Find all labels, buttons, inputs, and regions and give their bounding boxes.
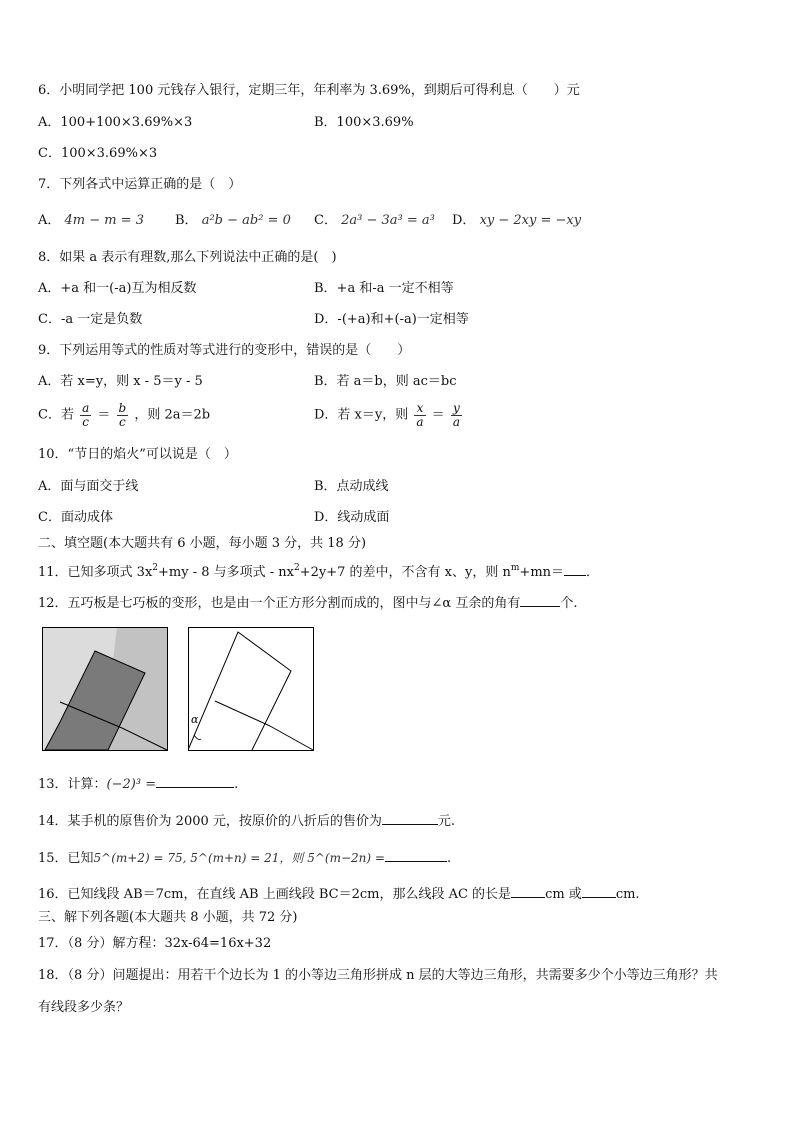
- q6-stem: 6．小明同学把 100 元钱存入银行，定期三年，年利率为 3.69%，到期后可得利息（ ）元: [38, 83, 580, 98]
- q13: [38, 774, 238, 794]
- q16-pre: 16．已知线段 AB＝7cm，在直线 AB 上画线段 BC＝2cm，那么线段 AC 的长是: [38, 887, 512, 902]
- q7-c-label: C．: [314, 213, 337, 228]
- q9-d-fraction-2: [451, 402, 462, 429]
- q9-d-pre: D．若 x＝y，则: [314, 407, 409, 423]
- alpha-angle-label: α: [191, 713, 199, 726]
- q9-option-b: B．若 a＝b，则 ac＝bc: [314, 374, 457, 389]
- q11-post: +mn＝: [519, 565, 565, 580]
- q11-end: ．: [586, 565, 600, 580]
- q11-pre: 11．已知多项式 3x: [38, 565, 153, 580]
- q12: [38, 593, 578, 613]
- q8-option-d: D．-(+a)和+(-a)一定相等: [314, 312, 469, 327]
- q17: 17．（8 分）解方程：32x-64=16x+32: [38, 936, 272, 951]
- q9-c-post: ，则 2a＝2b: [134, 407, 211, 423]
- q7-a-label: A．: [38, 213, 61, 228]
- q13-pre: 13．计算：: [38, 777, 107, 792]
- q13-post: .: [234, 777, 239, 792]
- q11-answer-blank[interactable]: [564, 562, 586, 576]
- section-3-heading: 三、解下列各题(本大题共 8 小题，共 72 分): [38, 910, 298, 925]
- q15-pre: 15．已知: [38, 851, 94, 866]
- q7-option-c: [314, 212, 435, 230]
- q9-c-frac2-denominator: c: [119, 415, 126, 429]
- q18-line-1: 18．（8 分）问题提出：用若干个边长为 1 的小等边三角形拼成 n 层的大等边三角形，共需要多少个小等边三角形？共: [38, 968, 718, 983]
- q12-answer-blank[interactable]: [520, 593, 560, 607]
- q7-b-expr: a²b − ab² = 0: [201, 213, 291, 228]
- q10-option-c: C．面动成体: [38, 510, 113, 525]
- q7-a-expr: 4m − m = 3: [64, 213, 145, 228]
- q9-option-c: [38, 402, 210, 429]
- q7-option-b: [175, 212, 291, 230]
- q7-stem: 7．下列各式中运算正确的是（ ）: [38, 177, 242, 192]
- q14-answer-blank[interactable]: [382, 811, 438, 825]
- q12-post: 个.: [560, 596, 578, 611]
- q7-c-expr: 2a³ − 3a³ = a³: [341, 213, 435, 228]
- q15-post: .: [446, 851, 452, 866]
- q18-line-2: 有线段多少条？: [38, 1000, 130, 1015]
- q14-post: 元.: [437, 814, 456, 829]
- q7-b-label: B．: [175, 213, 198, 228]
- q9-c-frac1-denominator: c: [82, 415, 90, 429]
- q7-option-a: [38, 212, 144, 230]
- q11-sup3: m: [510, 563, 520, 573]
- q14: [38, 811, 455, 831]
- q9-d-frac1-denominator: a: [416, 415, 424, 429]
- q10-option-b: B．点动成线: [314, 479, 389, 494]
- q8-option-a: A．+a 和一(-a)互为相反数: [38, 281, 197, 296]
- q15-answer-blank[interactable]: [385, 848, 447, 862]
- section-2-heading: 二、填空题(本大题共有 6 小题，每小题 3 分，共 18 分): [38, 536, 367, 551]
- q9-c-fraction-2: [117, 402, 129, 429]
- q10-stem: 10．“节日的焰火”可以说是（ ）: [38, 447, 237, 462]
- q16-mid: cm 或: [545, 887, 582, 902]
- q7-d-expr: xy − 2xy = −xy: [479, 213, 582, 228]
- q9-option-d: [314, 402, 464, 429]
- q16-answer-blank-1[interactable]: [511, 884, 545, 898]
- q8-stem: 8．如果 a 表示有理数,那么下列说法中正确的是( ): [38, 250, 337, 265]
- q15: [38, 848, 451, 868]
- q6-option-c: C．100×3.69%×3: [38, 146, 158, 161]
- q9-stem: 9．下列运用等式的性质对等式进行的变形中，错误的是（ ）: [38, 343, 411, 358]
- q9-c-fraction-1: [80, 402, 91, 429]
- q11-mid2: +2y+7 的差中，不含有 x、y，则 n: [299, 565, 511, 580]
- q9-d-fraction-1: [414, 402, 425, 429]
- q8-option-b: B．+a 和-a 一定不相等: [314, 281, 454, 296]
- q12-figure-right: [188, 627, 314, 751]
- q6-option-a: A．100+100×3.69%×3: [38, 115, 193, 130]
- q16-post: cm.: [615, 887, 640, 902]
- q9-c-equals: ＝: [97, 407, 111, 423]
- q9-c-pre: C．若: [38, 407, 74, 423]
- q9-c-frac2-numerator: b: [118, 401, 127, 415]
- q8-option-c: C．-a 一定是负数: [38, 312, 143, 327]
- q11: [38, 562, 599, 582]
- q14-pre: 14．某手机的原售价为 2000 元，按原价的八折后的售价为: [38, 814, 382, 829]
- q9-c-frac1-numerator: a: [82, 401, 90, 415]
- q9-option-a: A．若 x=y，则 x - 5＝y - 5: [38, 374, 203, 389]
- right-square-border: [189, 628, 314, 751]
- q15-expr: 5^(m+2) = 75, 5^(m+n) = 21，则 5^(m−2n) =: [93, 851, 385, 865]
- q11-mid1: +my - 8 与多项式 - nx: [158, 565, 295, 580]
- q10-option-d: D．线动成面: [314, 510, 390, 525]
- q12-figure-left: [42, 627, 168, 751]
- q6-option-b: B．100×3.69%: [314, 115, 414, 130]
- q16: [38, 884, 640, 904]
- q11-sup2: 2: [294, 563, 300, 573]
- q13-answer-blank[interactable]: [156, 774, 234, 788]
- q16-answer-blank-2[interactable]: [582, 884, 616, 898]
- q7-option-d: [452, 212, 581, 230]
- q12-pre: 12．五巧板是七巧板的变形，也是由一个正方形分割而成的，图中与∠α 互余的角有: [38, 596, 521, 611]
- q9-d-equals: ＝: [431, 407, 445, 423]
- q9-d-frac1-numerator: x: [414, 402, 425, 416]
- q9-d-frac2-denominator: a: [452, 415, 460, 429]
- q7-d-label: D．: [452, 213, 476, 228]
- q11-sup1: 2: [152, 563, 159, 573]
- q10-option-a: A．面与面交于线: [38, 479, 139, 494]
- q13-expr: (−2)³ =: [106, 777, 157, 792]
- q9-d-frac2-numerator: y: [451, 402, 462, 416]
